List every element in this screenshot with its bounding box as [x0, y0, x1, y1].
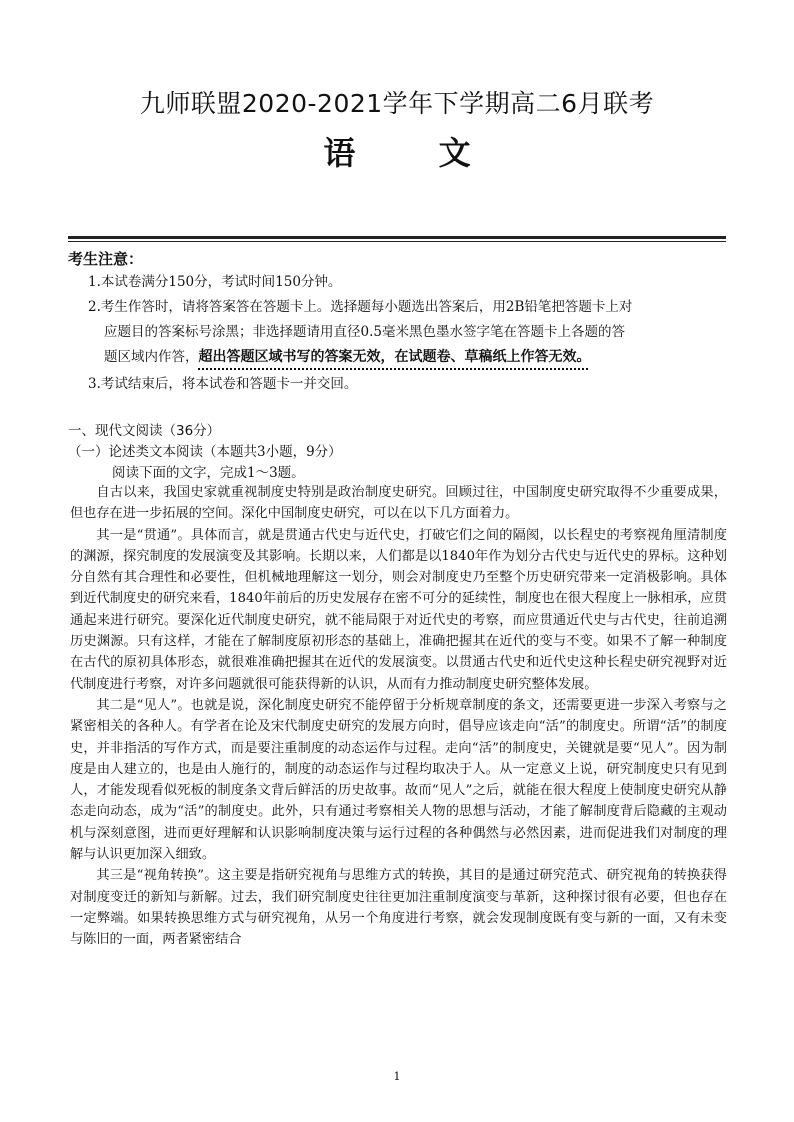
notice-item-3: 3.考试结束后，将本试卷和答题卡一并交回。: [88, 376, 358, 392]
notice-item-2-line-2: 应题目的答案标号涂黑；非选择题请用直径0.5毫米黑色墨水签字笔在答题卡上各题的答: [104, 324, 625, 340]
section-heading: 一、现代文阅读（36分）: [68, 423, 221, 439]
page-number: 1: [393, 1070, 401, 1083]
exam-title: 九师联盟2020-2021学年下学期高二6月联考: [139, 89, 655, 118]
header-divider-thin: [68, 241, 726, 242]
reading-instruction: 阅读下面的文字，完成1～3题。: [112, 465, 305, 481]
notice-emphasis: 超出答题区域书写的答案无效，在试题卷、草稿纸上作答无效。: [198, 349, 591, 365]
notice-heading: 考生注意：: [68, 250, 144, 268]
reading-passage: [70, 482, 727, 951]
notice-item-2: [88, 295, 728, 370]
passage-paragraph: 其一是“贯通”。具体而言，就是贯通古代史与近代史，打破它们之间的隔阂，以长程史的考察视角厘清制度的渊源，探究制度的发展演变及其影响。长期以来，人们都是以1840年作为划分古代史与近代史的界标。这种划分自然有其合理性和必要性，但机械地理解这一划分，则会对制度史乃至整个历史研究带来一定消极影响。具体到近代制度史的研究来看，1840年前后的历史发展存在密不可分的延续性，制度也在很大程度上一脉相承，应贯通起来进行研究。要深化近代制度史研究，就不能局限于对近代史的考察，而应贯通近代史与古代史，往前追溯历史渊源。只有这样，才能在了解制度原初形态的基础上，准确把握其在近代的变与不变。如果不了解一种制度在古代的原初具体形态，就很难准确把握其在近代的发展演变。以贯通古代史和近代史这种长程史研究视野对近代制度进行考察，对许多问题就很可能获得新的认识，从而有力推动制度史研究整体发展。: [70, 527, 727, 692]
passage-paragraph: 自古以来，我国史家就重视制度史特别是政治制度史研究。回顾过往，中国制度史研究取得不少重要成果，但也存在进一步拓展的空间。深化中国制度史研究，可以在以下几方面着力。: [70, 485, 727, 522]
subsection-heading: （一）论述类文本阅读（本题共3小题，9分）: [68, 444, 342, 460]
notice-item-2-line-3: [88, 345, 728, 370]
passage-paragraph: 其三是“视角转换”。这主要是指研究视角与思维方式的转换，其目的是通过研究范式、研究视角的转换获得对制度变迁的新知与新解。过去，我们研究制度史往往更加注重制度演变与革新，这种探讨很有必要，但也存在一定弊端。如果转换思维方式与研究视角，从另一个角度进行考察，就会发现制度既有变与新的一面，又有未变与陈旧的一面，两者紧密结合: [70, 868, 727, 948]
subject-title: 语 文: [323, 134, 507, 172]
notice-item-1: 1.本试卷满分150分，考试时间150分钟。: [88, 274, 342, 290]
header-divider-thick: [68, 236, 726, 239]
notice-item-2-line-3-text: 题区域内作答，: [104, 349, 199, 365]
passage-paragraph: 其二是“见人”。也就是说，深化制度史研究不能停留于分析规章制度的条文，还需要更进一步深入考察与之紧密相关的各种人。有学者在论及宋代制度史研究的发展方向时，倡导应该走向“活”的制度史。所谓“活”的制度史，并非指活的写作方式，而是要注重制度的动态运作与过程。走向“活”的制度史，关键就是要“见人”。因为制度是由人建立的，也是由人施行的，制度的动态运作与过程均取决于人。从一定意义上说，研究制度史只有见到人，才能发现看似死板的制度条文背后鲜活的历史故事。故而“见人”之后，就能在很大程度上使制度史研究从静态走向动态，成为“活”的制度史。此外，只有通过考察相关人物的思想与活动，才能了解制度背后隐藏的主观动机与深刻意图，进而更好理解和认识影响制度决策与运行过程的各种偶然与必然因素，进而促进我们对制度的理解与认识更加深入细致。: [70, 697, 727, 863]
notice-item-2-line-1: 2.考生作答时，请将答案答在答题卡上。选择题每小题选出答案后，用2B铅笔把答题卡上对: [88, 299, 633, 315]
